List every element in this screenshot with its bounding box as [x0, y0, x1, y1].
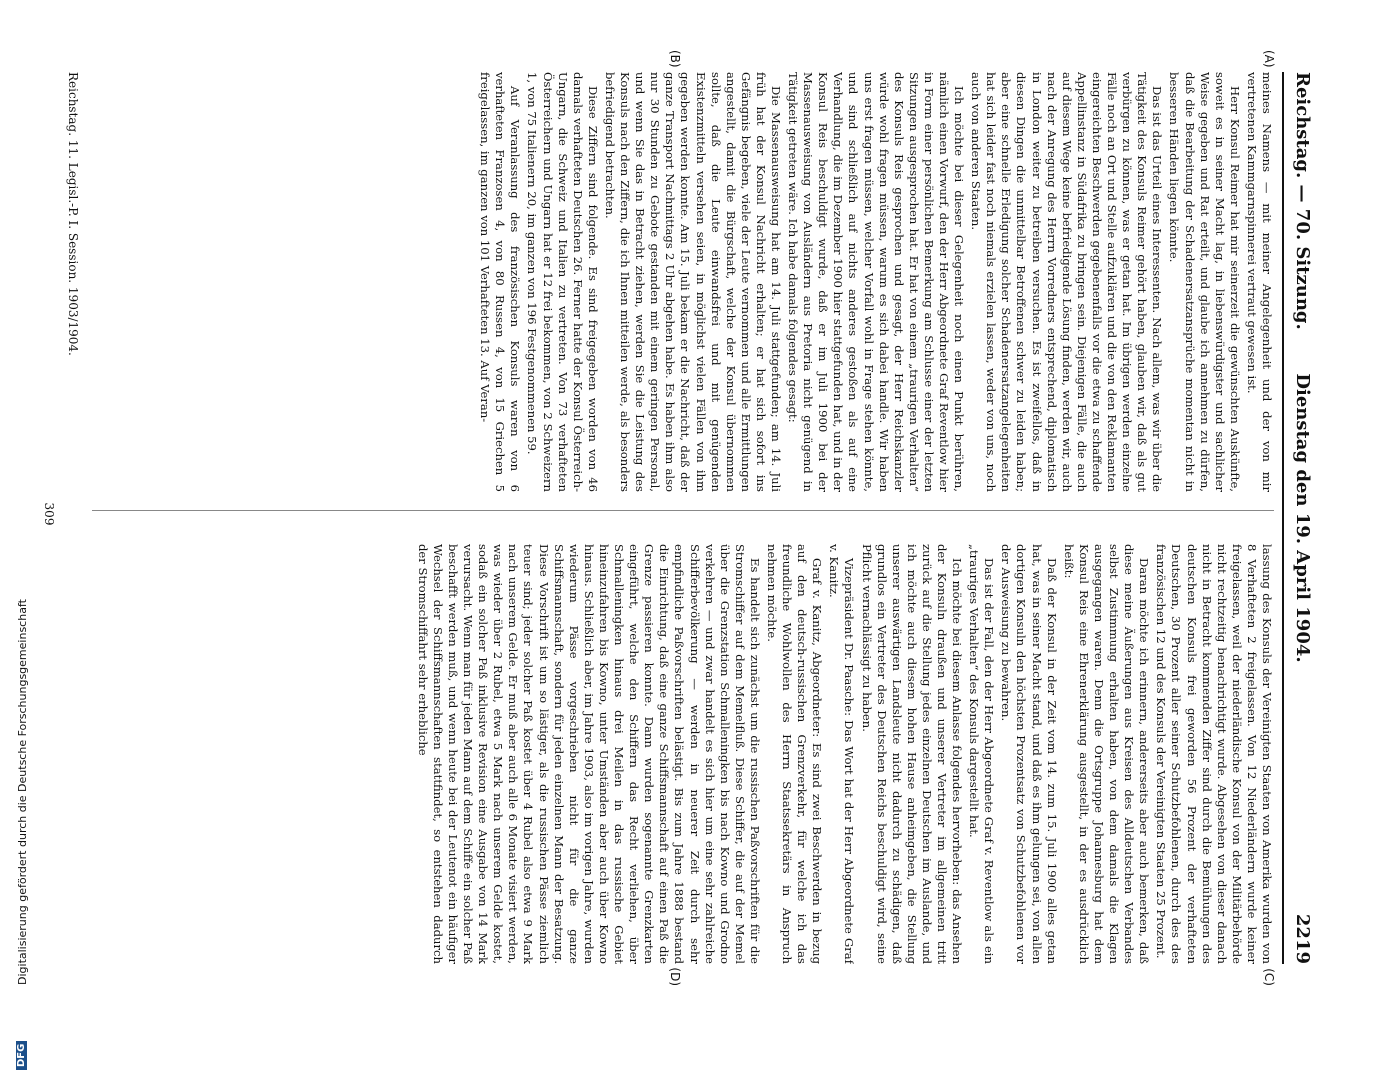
margin-marker-a: (A) — [1262, 50, 1276, 68]
margin-marker-b: (B) — [668, 50, 682, 68]
margin-marker-c: (C) — [1262, 968, 1276, 986]
paragraph: Daran möchte ich erinnern, andererseits aber auch bemerken, daß diese meine Äußerungen aus Kreisen des Alldeutschen Verbandes selbst Zustimmung erhalten haben, von dem damals die Klagen ausgegangen waren. Denn die Ortsgruppe Johannesburg hat dem Konsul Reis eine Ehrenerklärung ausgestellt, in der es ausdrücklich heißt: — [1061, 544, 1152, 964]
paragraph: Vizepräsident Dr. Paasche: Das Wort hat der Herr Abgeordnete Graf v. Kanitz. — [827, 544, 857, 964]
column-divider — [92, 510, 1274, 511]
page-header — [1288, 72, 1318, 964]
paragraph: Herr Konsul Reimer hat mir seinerzeit die gewünschten Auskünfte, soweit es in seiner Macht lag, in liebenswürdigster und sachlicher Weise gegeben und Rat erteilt, und glaube ich annehmen zu dürfen, daß die Bearbeitung der Schadenersatzansprüche momentan nicht in besseren Händen liegen könnte. — [1167, 72, 1242, 492]
page-number: 309 — [42, 502, 56, 526]
paragraph: lassung des Konsuls der Vereinigten Staaten von Amerika wurden von 8 Verhafteten 2 freigelassen. Von 12 Niederländern wurde keiner freigelassen, weil der niederländische Konsul von der Militärbehörde nicht rechtzeitig benachrichtigt wurde. Abgesehen von dieser danach nicht in Betracht kommenden Ziffer sind durch die Bemühungen des deutschen Konsuls frei geworden 56 Prozent der verhafteten Deutschen, 30 Prozent aller seiner Schutzbefohlenen, durch des des französischen 12 und des Konsuls der Vereinigten Staaten 25 Prozent. — [1154, 544, 1274, 964]
left-text-column — [92, 72, 1274, 492]
paragraph: meines Namens — mit meiner Angelegenheit und der von mir vertretenen Kammgarnspinnerei vertraut gewesen ist. — [1244, 72, 1274, 492]
header-date: Dienstag den 19. April 1904. — [1292, 373, 1314, 663]
paragraph: Es handelt sich zunächst um die russischen Paßvorschriften für die Stromschiffer auf dem Memelfluß. Diese Schiffer, die auf der Memel über die Grenzstation Schmalleningken bis nach Kowno und Grodno verkehren — und zwar handelt es sich hier um eine sehr zahlreiche Schifferbevölkerung — werden in neuerer Zeit durch sehr empfindliche Paßvorschriften belästigt. Bis zum Jahre 1888 bestand die Einrichtung, daß eine ganze Schiffsmannschaft auf einen Paß die Grenze passieren konnte. Dann wurden sogenannte Grenzkarten eingeführt, welche den Schiffern das Recht verliehen, über Schmalleningken hinaus drei Meilen in das russische Gebiet hineinzufahren bis Kowno, unter Umständen aber auch über Kowno hinaus. Schließlich aber, im Jahre 1903, also im vorigen Jahre, wurden wiederum Pässe vorgeschrieben nicht für die ganze Schiffsmannschaft, sondern für jeden einzelnen Mann der Besatzung. Diese Vorschrift ist um so lästiger, als die russischen Pässe ziemlich teuer sind; jeder solcher Paß kostet über 4 Rubel also etwa 9 Mark nach unserem Gelde. Er muß aber auch alle 6 Monate visiert werden, was wieder über 2 Rubel, etwa 5 Mark nach unserem Gelde kostet, sodaß ein solcher Paß inklusive Revision eine Ausgabe von 14 Mark verursacht. Wenn man für jeden Mann auf dem Schiffe ein solcher Paß beschafft werden muß, und wenn heute bei der Leutenot ein häufiger Wechsel der Schiffsmannschaften stattfindet, so entstehen dadurch der Stromschiffahrt sehr erhebliche — [415, 544, 762, 964]
digitization-credit — [0, 90, 29, 1067]
paragraph: Ich möchte bei diesem Anlasse folgendes hervorheben: das Ansehen der Konsuln draußen und unserer Vertreter im allgemeinen tritt zurück auf die Stellung jedes einzelnen Deutschen im Auslande, und ich möchte auch diesem hohen Hause anheimgeben, die Stellung unserer auswärtigen Landsleute nicht dadurch zu schädigen, daß grundlos ein Vertreter des Deutschen Reichs beschuldigt wird, seine Pflicht vernachlässigt zu haben. — [859, 544, 965, 964]
paragraph: Auf Veranlassung des französischen Konsuls waren von 6 verhafteten Franzosen 4, von 80 Russen 4, von 15 Griechen 5 freigelassen, im ganzen von 101 Verhafteten 13. Auf Veran- — [478, 72, 523, 492]
footer-session-info: Reichstag. 11. Legisl.-P. I. Session. 1903/1904. — [66, 72, 80, 356]
right-text-column — [92, 544, 1274, 964]
paragraph: Das ist der Fall, den der Herr Abgeordnete Graf v. Reventlow als ein „trauriges Verhalten“ des Konsuls dargestellt hat. — [967, 544, 997, 964]
header-rule — [1282, 72, 1284, 964]
paragraph: Die Massenausweisung hat am 14. Juli stattgefunden; am 14. Juli früh hat der Konsul Nachricht erhalten; er hat sich sofort ins Gefängnis begeben, viele der Leute vernommen und alle Ermittlungen angestellt, damit die Bürgschaft, welche der Konsul übernommen sollte, daß die Leute einwandsfrei und mit genügenden Existenzmitteln versehen seien, in möglichst vielen Fällen von ihm gegeben werden konnte. Am 15. Juli bekam er die Nachricht, daß der ganze Transport Nachmittags 2 Uhr abgehen habe. Es haben ihm also nur 30 Stunden zu Gebote gestanden mit einem geringen Personal, und wenn Sie das in Betracht ziehen, werden Sie die Leistung des Konsuls nach den Ziffern, die ich Ihnen mitteilen werde, als besonders befriedigend betrachten. — [602, 72, 783, 492]
margin-marker-d: (D) — [668, 967, 682, 986]
paragraph: Graf v. Kanitz, Abgeordneter: Es sind zwei Beschwerden in bezug auf den deutsch-russischen Grenzverkehr, für welche ich das freundliche Wohlwollen des Herrn Staatssekretärs in Anspruch nehmen möchte. — [765, 544, 825, 964]
document-page — [22, 44, 1322, 984]
paragraph: Ich möchte bei dieser Gelegenheit noch einen Punkt berühren, nämlich einen Vorwurf, den der Herr Abgeordnete Graf Reventlow hier in Form einer persönlichen Bemerkung am Schlusse einer der letzten Sitzungen ausgesprochen hat. Er hat von einem „traurigen Verhalten“ des Konsuls Reis gesprochen und gesagt, der Herr Reichskanzler würde wohl fragen müssen, warum es sich dabei handle. Wir haben uns erst fragen müssen, welcher Vorfall wohl in Frage stehen könnte, und sind schließlich auf nichts anderes gestoßen als auf eine Verhandlung, die im Dezember 1900 hier stattgefunden hat, und in der Konsul Reis beschuldigt wurde, daß er im Juli 1900 bei der Massenausweisung von Ausländern aus Pretoria nicht genügend in Tätigkeit getreten wäre. Ich habe damals folgendes gesagt: — [786, 72, 967, 492]
header-page-number: 2219 — [1292, 913, 1314, 964]
credit-text: Digitalisierung gefördert durch die Deutsche Forschungsgemeinschaft — [16, 599, 29, 985]
header-session-title: Reichstag. — 70. Sitzung. — [1292, 72, 1314, 330]
paragraph: Das ist das Urteil eines Interessenten. Nach allem, was wir über die Tätigkeit des Konsuls Reimer gehört haben, glauben wir, daß als gut verbürgen zu können, was er getan hat. Im übrigen werden einzelne Fälle noch an Ort und Stelle aufzuklären und die von den Reklamanten eingereichten Beschwerden gegebenenfalls vor die etwa zu schaffende Appellinstanz in Südafrika zu bringen sein. Diejenigen Fälle, die auch auf diesem Wege keine befriedigende Lösung finden, werden wir, auch nach der Anregung des Herrn Vorredners entsprechend, diplomatisch in London weiter zu betreiben versuchen. Es ist zweifellos, daß in diesen Dingen die unmittelbar Betroffenen schwer zu leiden haben; aber eine schnelle Erledigung solcher Schadenersatzangelegenheiten hat sich leider fast noch niemals erzielen lassen, weder von uns, noch auch von anderen Staaten. — [969, 72, 1165, 492]
paragraph: Daß der Konsul in der Zeit vom 14. zum 15. Juli 1900 alles getan hat, was in seiner Macht stand, und daß es ihm gelungen sei, von allen dortigen Konsuln den höchsten Prozentsatz von Schutzbefohlenen vor der Ausweisung zu bewahren. — [999, 544, 1059, 964]
paragraph: Diese Ziffern sind folgende. Es sind freigegeben worden von 46 damals verhafteten Deutschen 26. Ferner hatte der Konsul Österreich-Ungarn, die Schweiz und Italien zu vertreten. Von 73 verhafteten Österreichern und Ungarn hat er 12 frei bekommen, von 2 Schweizern 1, von 75 Italienern 20, im ganzen von 196 Festgenommenen 59. — [525, 72, 600, 492]
dfg-logo: DFG — [16, 1041, 27, 1070]
